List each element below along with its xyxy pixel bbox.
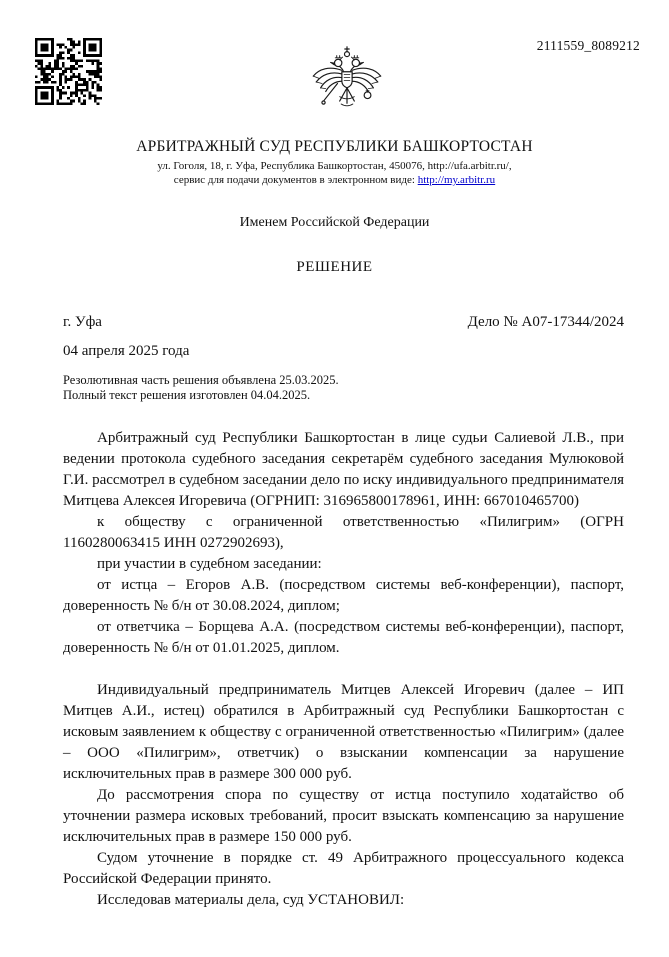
court-header — [0, 138, 669, 187]
case-number: Дело № А07-17344/2024 — [467, 314, 624, 330]
body-paragraph: Судом уточнение в порядке ст. 49 Арбитражного процессуального кодекса Российской Федерации принято. — [63, 850, 624, 887]
court-address — [0, 159, 669, 187]
court-address-line1: ул. Гоголя, 18, г. Уфа, Республика Башкортостан, 450076, http://ufa.arbitr.ru/, — [157, 160, 512, 172]
body-paragraph: к обществу с ограниченной ответственностью «Пилигрим» (ОГРН 1160280063415 ИНН 0272902693), — [63, 514, 624, 551]
body-paragraph: Исследовав материалы дела, суд УСТАНОВИЛ: — [97, 892, 405, 908]
body-paragraph: от ответчика – Борщева А.А. (посредством системы веб-конференции), паспорт, доверенность № б/н от 01.01.2025, диплом. — [63, 619, 624, 656]
full-text-made-line: Полный текст решения изготовлен 04.04.2025. — [63, 388, 311, 402]
decision-title: РЕШЕНИЕ — [296, 259, 373, 275]
case-row — [63, 314, 624, 331]
document-number: 2111559_8089212 — [536, 38, 640, 53]
body-paragraph: До рассмотрения спора по существу от истца поступило ходатайство об уточнении размера исковых требований, просит взыскать компенсацию за нарушение исключительных прав в размере 150 000 руб. — [63, 787, 624, 845]
body-paragraph: от истца – Егоров А.В. (посредством системы веб-конференции), паспорт, доверенность № б/н от 30.08.2024, диплом; — [63, 577, 624, 614]
operative-announced-line: Резолютивная часть решения объявлена 25.03.2025. — [63, 373, 339, 387]
court-name: АРБИТРАЖНЫЙ СУД РЕСПУБЛИКИ БАШКОРТОСТАН — [136, 138, 533, 155]
document-header — [0, 0, 669, 130]
efiling-link[interactable]: http://my.arbitr.ru — [417, 174, 496, 186]
in-the-name-line: Именем Российской Федерации — [239, 215, 430, 230]
body-paragraph: Арбитражный суд Республики Башкортостан в лице судьи Салиевой Л.В., при ведении протокола судебного заседания секретарём судебного заседания Мулюковой Г.И. рассмотрел в судебном заседании дело по иску индивидуального предпринимателя Митцева Алексея Игоревича (ОГРНИП: 316965800178961, ИНН: 667010465700) — [63, 430, 624, 509]
decision-body — [63, 428, 624, 911]
efiling-label: сервис для подачи документов в электронном виде: — [173, 174, 418, 186]
qr-code-icon — [35, 38, 102, 105]
resolutive-block — [63, 373, 624, 403]
body-paragraph: при участии в судебном заседании: — [97, 556, 322, 572]
court-address-line2 — [0, 173, 669, 187]
city-label: г. Уфа — [63, 314, 102, 330]
coat-of-arms-icon — [303, 42, 391, 122]
body-paragraph: Индивидуальный предприниматель Митцев Алексей Игоревич (далее – ИП Митцев А.И., истец) обратился в Арбитражный суд Республики Башкортостан с исковым заявлением к обществу с ограниченной ответственностью «Пилигрим» (далее – ООО «Пилигрим», ответчик) о взыскании компенсации за нарушение исключительных прав в размере 300 000 руб. — [63, 682, 624, 782]
decision-date: 04 апреля 2025 года — [63, 343, 190, 359]
